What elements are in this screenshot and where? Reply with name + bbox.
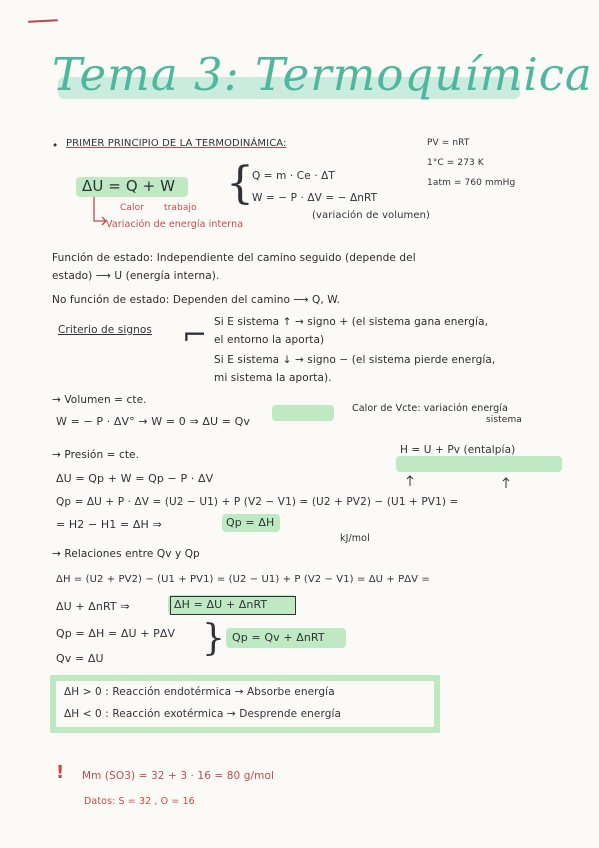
highlight-entalpia [396, 456, 562, 472]
volumen-note-2: sistema [486, 415, 522, 425]
brace-icon: { [226, 158, 254, 209]
relaciones-result: Qp = Qv + ΔnRT [232, 631, 325, 644]
label-variacion-volumen: (variación de volumen) [312, 210, 431, 221]
side-note-1: PV = nRT [427, 138, 470, 148]
main-equation: ΔU = Q + W [82, 177, 176, 195]
criterio-label: Criterio de signos [58, 324, 153, 336]
presion-line3: = H2 − H1 = ΔH ⇒ [56, 518, 162, 531]
relaciones-line2: ΔU + ΔnRT ⇒ [56, 600, 130, 613]
relaciones-delta-h: ΔH = ΔU + ΔnRT [174, 598, 268, 611]
label-trabajo: trabajo [164, 203, 197, 213]
side-note-2: 1°C = 273 K [427, 158, 484, 168]
criterio-line3: Si E sistema ↓ → signo − (el sistema pierde energía, [214, 354, 496, 366]
volumen-header: → Volumen = cte. [52, 394, 147, 406]
relaciones-line3: Qp = ΔH = ΔU + PΔV [56, 627, 176, 640]
presion-line2: Qp = ΔU + P · ΔV = (U2 − U1) + P (V2 − V1) = (U2 + PV2) − (U1 + PV1) = [56, 496, 459, 508]
ejemplo-masa-molar: Mm (SO3) = 32 + 3 · 16 = 80 g/mol [82, 770, 275, 782]
entalpia-arrows-icon [406, 474, 516, 490]
criterio-line2: el entorno la aporta) [214, 334, 325, 346]
volumen-note: Calor de Vcte: variación energía [352, 403, 508, 414]
bracket-icon: ⌐ [182, 318, 208, 353]
pen-mark [28, 19, 58, 23]
closing-brace-icon: } [202, 618, 225, 659]
presion-line1: ΔU = Qp + W = Qp − P · ΔV [56, 472, 214, 485]
label-calor: Calor [120, 203, 145, 213]
reaccion-endotermica: ΔH > 0 : Reacción endotérmica → Absorbe energía [64, 686, 335, 698]
label-energia-interna: Variación de energía interna [106, 219, 244, 230]
criterio-line4: mi sistema la aporta). [214, 372, 332, 384]
relaciones-line1: ΔH = (U2 + PV2) − (U1 + PV1) = (U2 − U1) + P (V2 − V1) = ΔU + PΔV = [56, 574, 430, 585]
section-header-primer-principio: PRIMER PRINCIPIO DE LA TERMODINÁMICA: [66, 138, 287, 149]
side-note-3: 1atm = 760 mmHg [427, 178, 516, 188]
relaciones-header: → Relaciones entre Qv y Qp [52, 548, 200, 560]
presion-header: → Presión = cte. [52, 449, 140, 461]
bullet: • [52, 140, 59, 152]
relaciones-line4: Qv = ΔU [56, 652, 104, 665]
heat-equation: Q = m · Ce · ΔT [252, 170, 335, 182]
page-title: Tema 3: Termoquímica [52, 48, 593, 101]
funcion-estado-line2: estado) ⟶ U (energía interna). [52, 270, 220, 282]
arrow-down-right-icon [90, 197, 110, 225]
reaccion-exotermica: ΔH < 0 : Reacción exotérmica → Desprende energía [64, 708, 342, 720]
presion-units: kJ/mol [340, 533, 370, 544]
no-funcion-estado: No función de estado: Dependen del camino ⟶ Q, W. [52, 294, 340, 306]
highlight-qv [272, 405, 334, 421]
exclamation-icon: ! [56, 762, 65, 783]
ejemplo-datos: Datos: S = 32 , O = 16 [84, 796, 195, 807]
volumen-equation: W = − P · ΔV° → W = 0 ⇒ ΔU = Qv [56, 415, 251, 428]
entalpia-definition: H = U + Pv (entalpía) [400, 444, 516, 456]
presion-result: Qp = ΔH [226, 516, 275, 529]
funcion-estado-line1: Función de estado: Independiente del camino seguido (depende del [52, 252, 416, 264]
criterio-line1: Si E sistema ↑ → signo + (el sistema gana energía, [214, 316, 489, 328]
work-equation: W = − P · ΔV = − ΔnRT [252, 192, 378, 204]
